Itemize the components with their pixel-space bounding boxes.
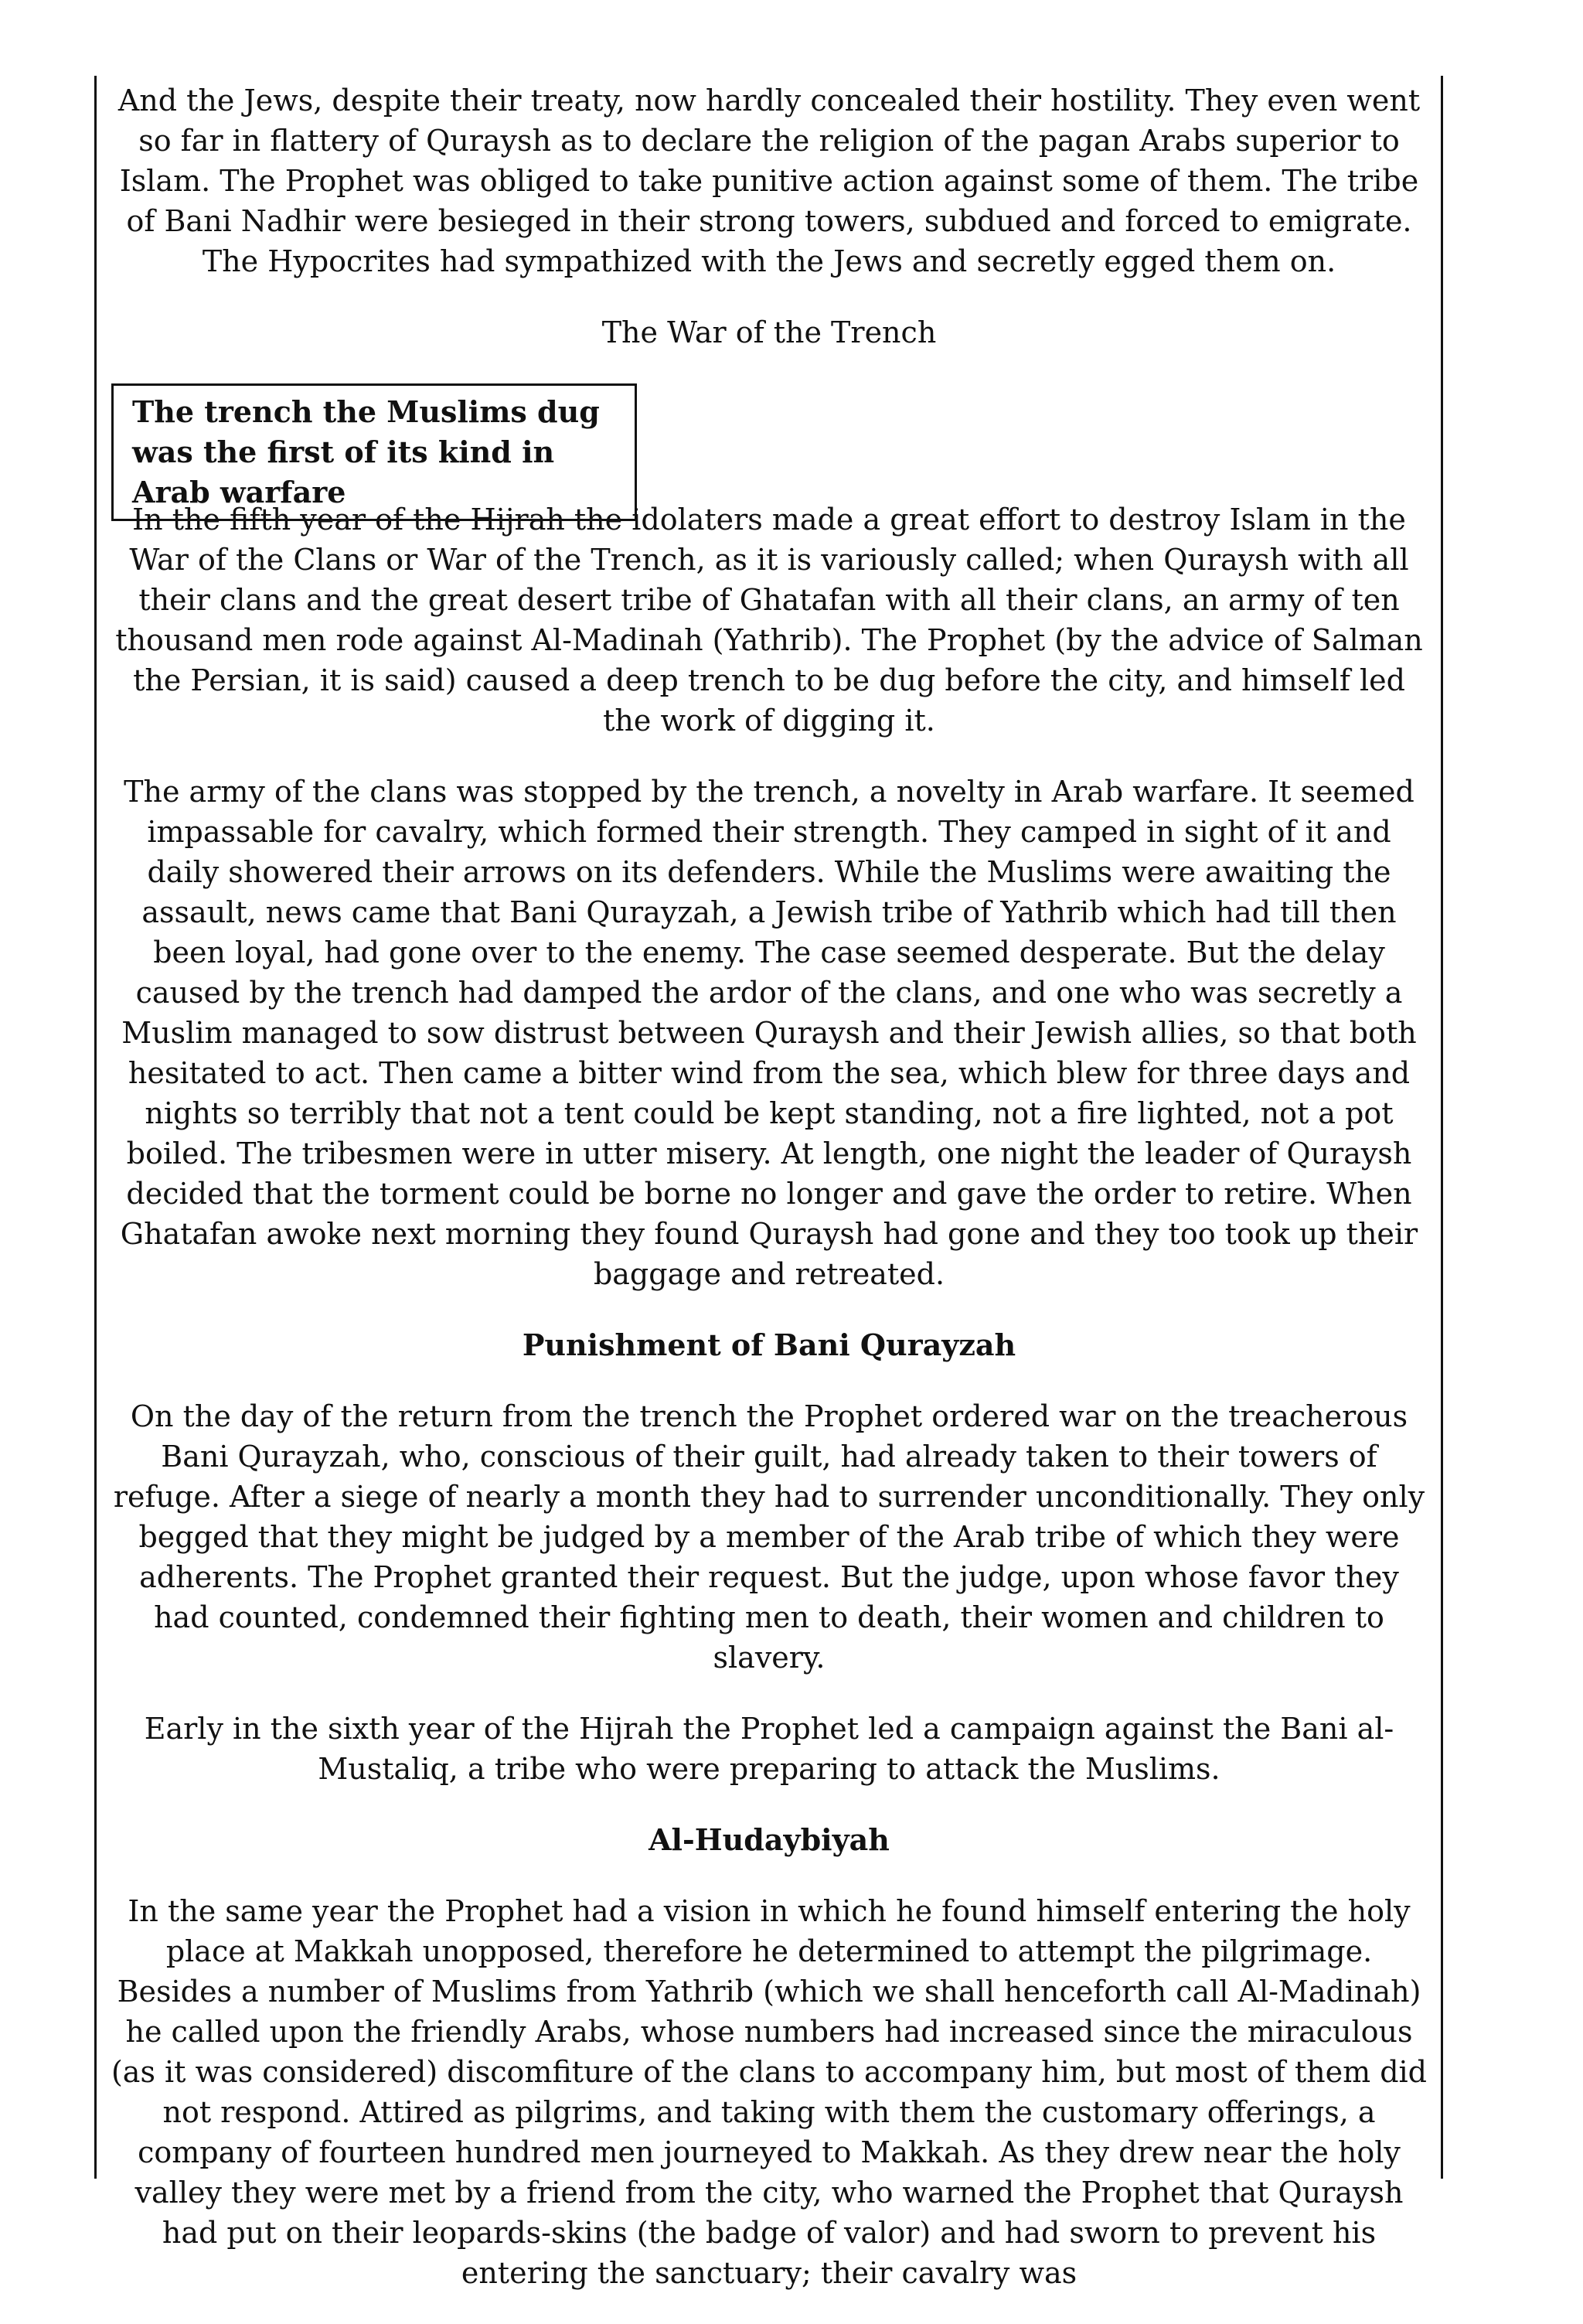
paragraph-fifth-year: In the fifth year of the Hijrah the idolaters made a great effort to destroy Islam in the War of the Clans or War of the Trench, as it is variously called; when Quraysh with all their clans and the great desert tribe of Ghatafan with all their clans, an army of ten thousand men rode against Al-Madinah (Yathrib). The Prophet (by the advice of Salman the Persian, it is said) caused a deep trench to be dug before the city, and himself led the work of digging it. <box>115 503 1423 738</box>
section-heading-bani-qurayzah: Punishment of Bani Qurayzah <box>522 1327 1016 1362</box>
paragraph-jews-hostility: And the Jews, despite their treaty, now hardly concealed their hostility. They even went so far in flattery of Quraysh as to declare the religion of the pagan Arabs superior to Islam. The Prophet was obliged to take punitive action against some of them. The tribe of Bani Nadhir were besieged in their strong towers, subdued and forced to emigrate. The Hypocrites had sympathized with the Jews and secretly egged them on. <box>117 83 1421 278</box>
pullquote-box: The trench the Muslims dug was the first of its kind in Arab warfare <box>111 383 637 521</box>
paragraph-sixth-year: Early in the sixth year of the Hijrah the Prophet led a campaign against the Bani al-Mustaliq, a tribe who were preparing to attack the Muslims. <box>144 1712 1394 1786</box>
section-heading-war-of-trench: The War of the Trench <box>601 315 937 349</box>
paragraph-vision: In the same year the Prophet had a vision in which he found himself entering the holy place at Makkah unopposed, therefore he determined to attempt the pilgrimage. Besides a number of Muslims from Yathrib (which we shall henceforth call Al-Madinah) he called upon the friendly Arabs, whose numbers had increased since the miraculous (as it was considered) discomfiture of the clans to accompany him, but most of them did not respond. Attired as pilgrims, and taking with them the customary offerings, a company of fourteen hundred men journeyed to Makkah. As they drew near the holy valley they were met by a friend from the city, who warned the Prophet that Quraysh had put on their leopards-skins (the badge of valor) and had sworn to prevent his entering the sanctuary; their cavalry was <box>111 1894 1428 2290</box>
section-heading-al-hudaybiyah: Al-Hudaybiyah <box>649 1822 890 1857</box>
right-margin-rule <box>1441 76 1443 2179</box>
left-margin-rule <box>94 76 97 2179</box>
paragraph-day-of-return: On the day of the return from the trench the Prophet ordered war on the treacherous Bani Qurayzah, who, conscious of their guilt, had already taken to their towers of refuge. After a siege of nearly a month they had to surrender unconditionally. They only begged that they might be judged by a member of the Arab tribe of which they were adherents. The Prophet granted their request. But the judge, upon whose favor they had counted, condemned their fighting men to death, their women and children to slavery. <box>113 1399 1425 1675</box>
paragraph-army-of-clans: The army of the clans was stopped by the trench, a novelty in Arab warfare. It seemed impassable for cavalry, which formed their strength. They camped in sight of it and daily showered their arrows on its defenders. While the Muslims were awaiting the assault, news came that Bani Qurayzah, a Jewish tribe of Yathrib which had till then been loyal, had gone over to the enemy. The case seemed desperate. But the delay caused by the trench had damped the ardor of the clans, and one who was secretly a Muslim managed to sow distrust between Quraysh and their Jewish allies, so that both hesitated to act. Then came a bitter wind from the sea, which blew for three days and nights so terribly that not a tent could be kept standing, not a fire lighted, not a pot boiled. The tribesmen were in utter misery. At length, one night the leader of Quraysh decided that the torment could be borne no longer and gave the order to retire. When Ghatafan awoke next morning they found Quraysh had gone and they too took up their baggage and retreated. <box>120 775 1418 1291</box>
